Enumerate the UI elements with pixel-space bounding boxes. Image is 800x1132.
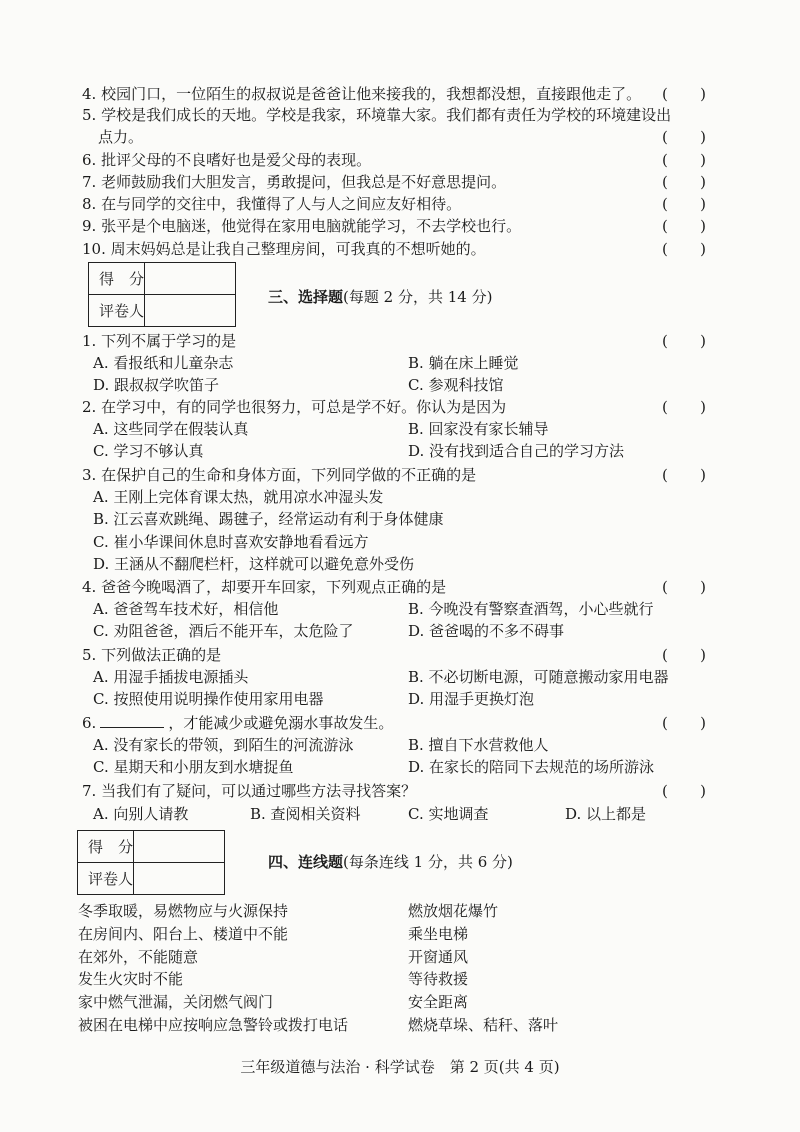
choice-option: C. 实地调查 [408,805,489,823]
paren-close: ) [700,173,706,191]
choice-question-text: 5. 下列做法正确的是 [82,646,222,664]
judgement-question-text: 7. 老师鼓励我们大胆发言，勇敢提问，但我总是不好意思提问。 [82,173,507,191]
paren-open: ( [662,398,668,416]
choice-question-text [82,713,393,733]
choice-question-text: 4. 爸爸今晚喝酒了，却要开车回家，下列观点正确的是 [82,578,447,596]
matching-left-item[interactable]: 冬季取暖，易燃物应与火源保持 [78,902,289,920]
answer-blank[interactable] [662,194,706,214]
judgement-question-text: 10. 周末妈妈总是让我自己整理房间，可我真的不想听她的。 [82,240,486,258]
answer-blank[interactable] [662,713,706,733]
answer-blank[interactable] [662,239,706,259]
choice-option: D. 在家长的陪同下去规范的场所游泳 [408,758,655,776]
page-footer: 三年级道德与法治 · 科学试卷 第 2 页(共 4 页) [240,1058,560,1076]
choice-option: A. 爸爸驾车技术好，相信他 [93,600,279,618]
judgement-question-text: 6. 批评父母的不良嗜好也是爱父母的表现。 [82,151,372,169]
section-3-note: (每题 2 分，共 14 分) [343,288,493,306]
matching-right-item[interactable]: 燃放烟花爆竹 [408,902,499,920]
paren-close: ) [700,128,706,146]
answer-blank[interactable] [662,397,706,417]
answer-blank[interactable] [662,150,706,170]
choice-option: D. 爸爸喝的不多不碍事 [408,622,565,640]
section-4-note: (每条连线 1 分，共 6 分) [343,853,513,871]
choice-question-text: 3. 在保护自己的生命和身体方面，下列同学做的不正确的是 [82,466,477,484]
paren-open: ( [662,128,668,146]
matching-left-item[interactable]: 被困在电梯中应按响应急警铃或拨打电话 [78,1016,349,1034]
paren-close: ) [700,782,706,800]
score-table-3 [88,262,236,327]
section-4-heading [268,852,513,872]
score-cell[interactable] [134,831,225,863]
grader-label: 评卷人 [89,295,145,327]
choice-option: B. 躺在床上睡觉 [408,354,519,372]
choice-option: C. 崔小华课间休息时喜欢安静地看看远方 [93,532,369,551]
choice-option: C. 参观科技馆 [408,376,504,394]
paren-close: ) [700,332,706,350]
grader-cell[interactable] [145,295,236,327]
answer-blank[interactable] [662,84,706,104]
paren-open: ( [662,646,668,664]
answer-blank[interactable] [662,331,706,351]
matching-right-item[interactable]: 燃烧草垛、秸秆、落叶 [408,1016,559,1034]
paren-close: ) [700,195,706,213]
paren-close: ) [700,714,706,732]
score-cell[interactable] [145,263,236,295]
answer-blank[interactable] [662,465,706,485]
score-table-4 [77,830,225,895]
choice-option: D. 没有找到适合自己的学习方法 [408,442,625,460]
paren-close: ) [700,151,706,169]
section-4-title: 四、连线题 [268,853,344,871]
matching-right-item[interactable]: 安全距离 [408,993,469,1012]
matching-right-item[interactable]: 乘坐电梯 [408,924,469,943]
choice-option: A. 向别人请教 [93,805,189,823]
choice-option: B. 今晚没有警察查酒驾，小心些就行 [408,600,654,618]
paren-open: ( [662,217,668,235]
choice-option: C. 星期天和小朋友到水塘捉鱼 [93,758,294,776]
choice-option: B. 不必切断电源，可随意搬动家用电器 [408,668,669,686]
choice-option: A. 看报纸和儿童杂志 [93,354,234,372]
matching-left-item[interactable]: 在房间内、阳台上、楼道中不能 [78,924,289,943]
paren-close: ) [700,85,706,103]
judgement-question-text: 9. 张平是个电脑迷，他觉得在家用电脑就能学习，不去学校也行。 [82,217,522,235]
answer-blank[interactable] [662,577,706,597]
choice-option: C. 劝阻爸爸，酒后不能开车，太危险了 [93,622,354,640]
choice-option: D. 跟叔叔学吹笛子 [93,376,220,394]
paren-close: ) [700,217,706,235]
grader-cell[interactable] [134,863,225,895]
choice-option: A. 没有家长的带领，到陌生的河流游泳 [93,736,354,754]
choice-option: A. 用湿手插拔电源插头 [93,668,249,686]
score-label: 得 分 [89,263,145,295]
fill-blank[interactable] [100,713,164,728]
paren-open: ( [662,578,668,596]
matching-right-item[interactable]: 等待救援 [408,970,469,989]
paren-open: ( [662,85,668,103]
score-label: 得 分 [78,831,134,863]
matching-left-item[interactable]: 发生火灾时不能 [78,970,184,989]
paren-open: ( [662,332,668,350]
choice-option: D. 王涵从不翻爬栏杆，这样就可以避免意外受伤 [93,554,415,573]
question-number: 6. [82,714,97,732]
answer-blank[interactable] [662,781,706,801]
choice-question-text: 7. 当我们有了疑问，可以通过哪些方法寻找答案？ [82,782,417,800]
matching-right-item[interactable]: 开窗通风 [408,947,469,966]
paren-close: ) [700,466,706,484]
paren-close: ) [700,240,706,258]
paren-open: ( [662,240,668,258]
paren-close: ) [700,398,706,416]
paren-open: ( [662,714,668,732]
matching-left-item[interactable]: 家中燃气泄漏，关闭燃气阀门 [78,993,274,1012]
choice-option: D. 用湿手更换灯泡 [408,690,535,708]
paren-open: ( [662,782,668,800]
choice-option: C. 学习不够认真 [93,442,204,460]
grader-label: 评卷人 [78,863,134,895]
answer-blank[interactable] [662,172,706,192]
answer-blank[interactable] [662,645,706,665]
choice-option: D. 以上都是 [565,805,647,823]
paren-open: ( [662,195,668,213]
choice-option: A. 这些同学在假装认真 [93,420,249,438]
judgement-question-continuation: 点力。 [98,128,144,146]
paren-open: ( [662,151,668,169]
choice-question-text: 1. 下列不属于学习的是 [82,332,237,350]
choice-option: B. 查阅相关资料 [250,805,361,823]
choice-option: B. 回家没有家长辅导 [408,420,549,438]
answer-blank[interactable] [662,216,706,236]
paren-open: ( [662,466,668,484]
matching-left-item[interactable]: 在郊外，不能随意 [78,947,199,966]
paren-close: ) [700,646,706,664]
judgement-question-text: 4. 校园门口，一位陌生的叔叔说是爸爸让他来接我的，我想都没想，直接跟他走了。 [82,85,642,103]
paren-open: ( [662,173,668,191]
section-3-title: 三、选择题 [268,288,344,306]
section-3-heading [268,287,492,307]
judgement-question-text: 5. 学校是我们成长的天地。学校是我家，环境靠大家。我们都有责任为学校的环境建设出 [82,106,672,124]
answer-blank[interactable] [662,127,706,147]
choice-option: B. 擅自下水营救他人 [408,736,549,754]
choice-option: B. 江云喜欢跳绳、踢毽子，经常运动有利于身体健康 [93,510,444,529]
judgement-question-text: 8. 在与同学的交往中，我懂得了人与人之间应友好相待。 [82,195,462,213]
choice-option: A. 王刚上完体育课太热，就用凉水冲湿头发 [93,488,384,506]
choice-option: C. 按照使用说明操作使用家用电器 [93,690,324,708]
paren-close: ) [700,578,706,596]
choice-question-text: 2. 在学习中，有的同学也很努力，可总是学不好。你认为是因为 [82,398,507,416]
question-stem: ，才能减少或避免溺水事故发生。 [168,714,394,732]
